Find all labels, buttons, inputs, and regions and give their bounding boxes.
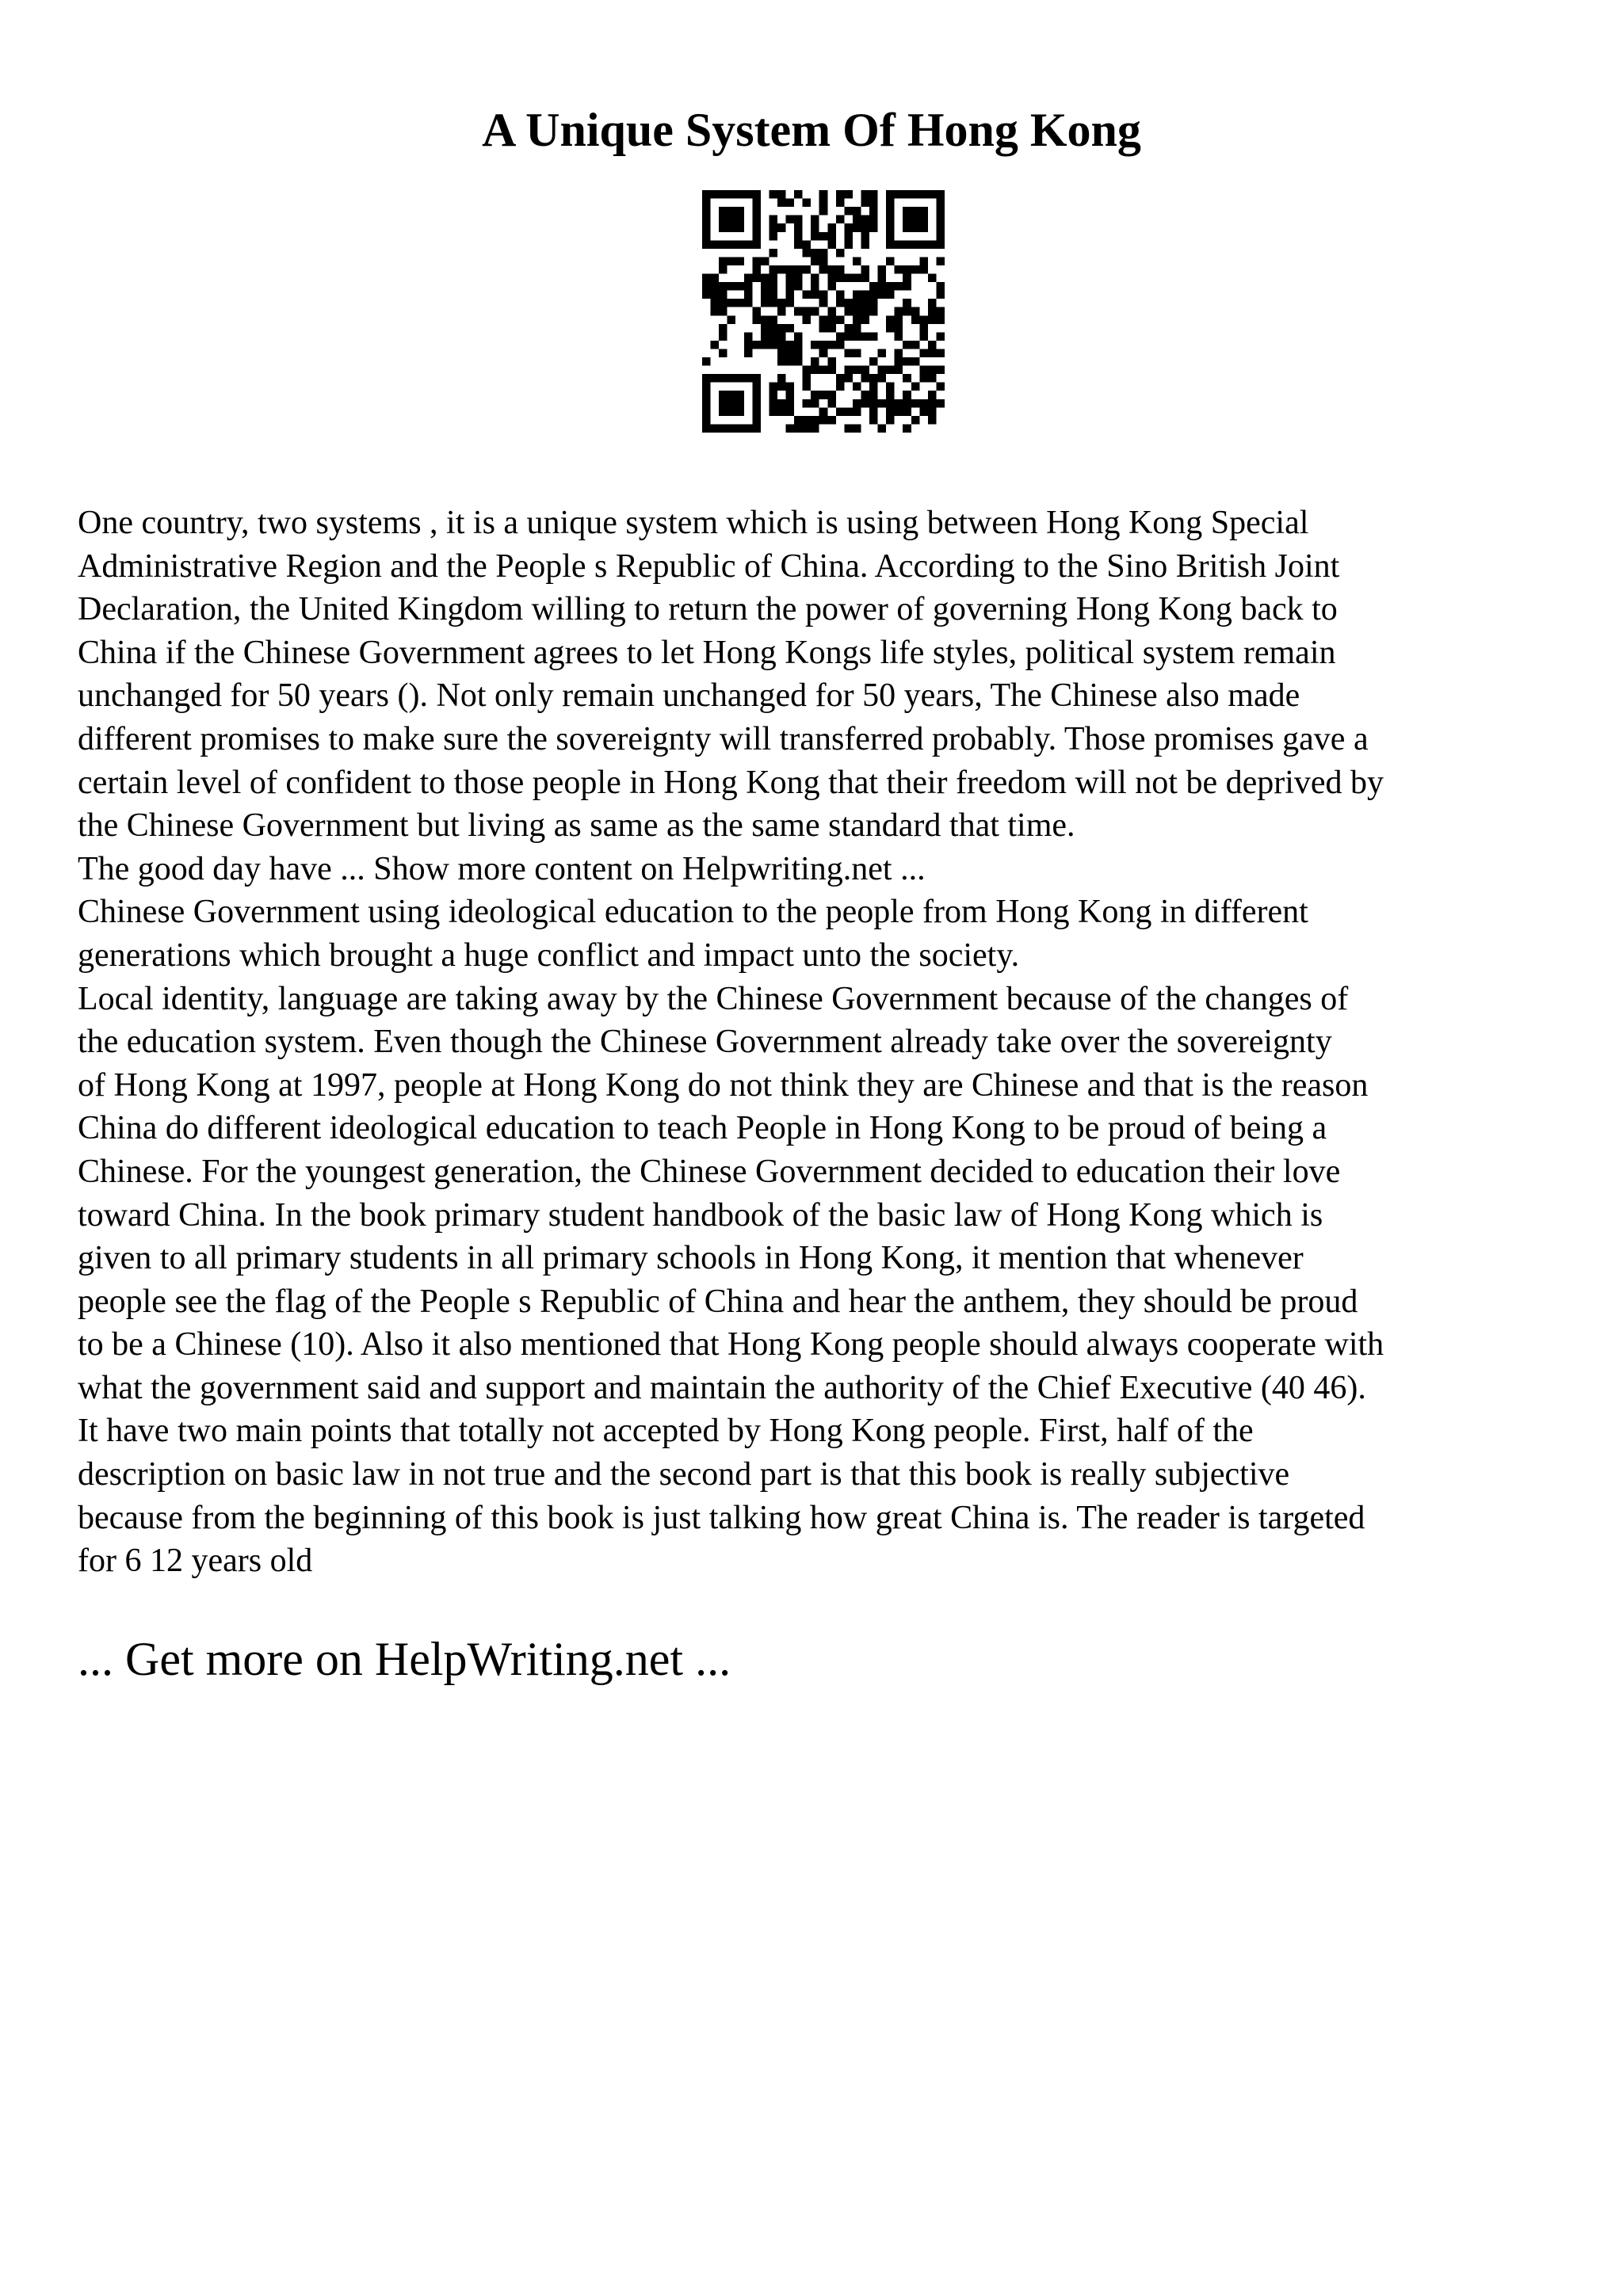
article-body: One country, two systems , it is a unique system which is using between Hong Kong Special Administrative Region and the People s Republic of China. According to the Sino British Joint Declaration, the United Kingdom willing to return the power of governing Hong Kong back to China if the Chinese Government agrees to let Hong Kongs life styles, political system remain unchanged for 50 years (). Not only remain unchanged for 50 years, The Chinese also made different promises to make sure the sovereignty will transferred probably. Those promises gave a certain level of confident to those people in Hong Kong that their freedom will not be deprived by the Chinese Government but living as same as the same standard that time. The good day have ... Show more content on Helpwriting.net ... Chinese Government using ideological education to the people from Hong Kong in different generations which brought a huge conflict and impact unto the society. Local identity, language are taking away by the Chinese Government because of the changes of the education system. Even though the Chinese Government already take over the sovereignty of Hong Kong at 1997, people at Hong Kong do not think they are Chinese and that is the reason China do different ideological education to teach People in Hong Kong to be proud of being a Chinese. For the youngest generation, the Chinese Government decided to education their love toward China. In the book primary student handbook of the basic law of Hong Kong which is given to all primary students in all primary schools in Hong Kong, it mention that whenever people see the flag of the People s Republic of China and hear the anthem, they should be proud to be a Chinese (10). Also it also mentioned that Hong Kong people should always cooperate with what the government said and support and maintain the authority of the Chief Executive (40 46). It have two main points that totally not accepted by Hong Kong people. First, half of the description on basic law in not true and the second part is that this book is really subjective because from the beginning of this book is just talking how great China is. The reader is targeted for 6 12 years old (78, 505, 1384, 1580)
qr-code-graphic (702, 190, 945, 433)
page-title: A Unique System Of Hong Kong (482, 104, 1141, 156)
get-more-link[interactable]: ... Get more on HelpWriting.net ... (78, 1633, 731, 1685)
qr-code-icon[interactable] (702, 190, 945, 433)
